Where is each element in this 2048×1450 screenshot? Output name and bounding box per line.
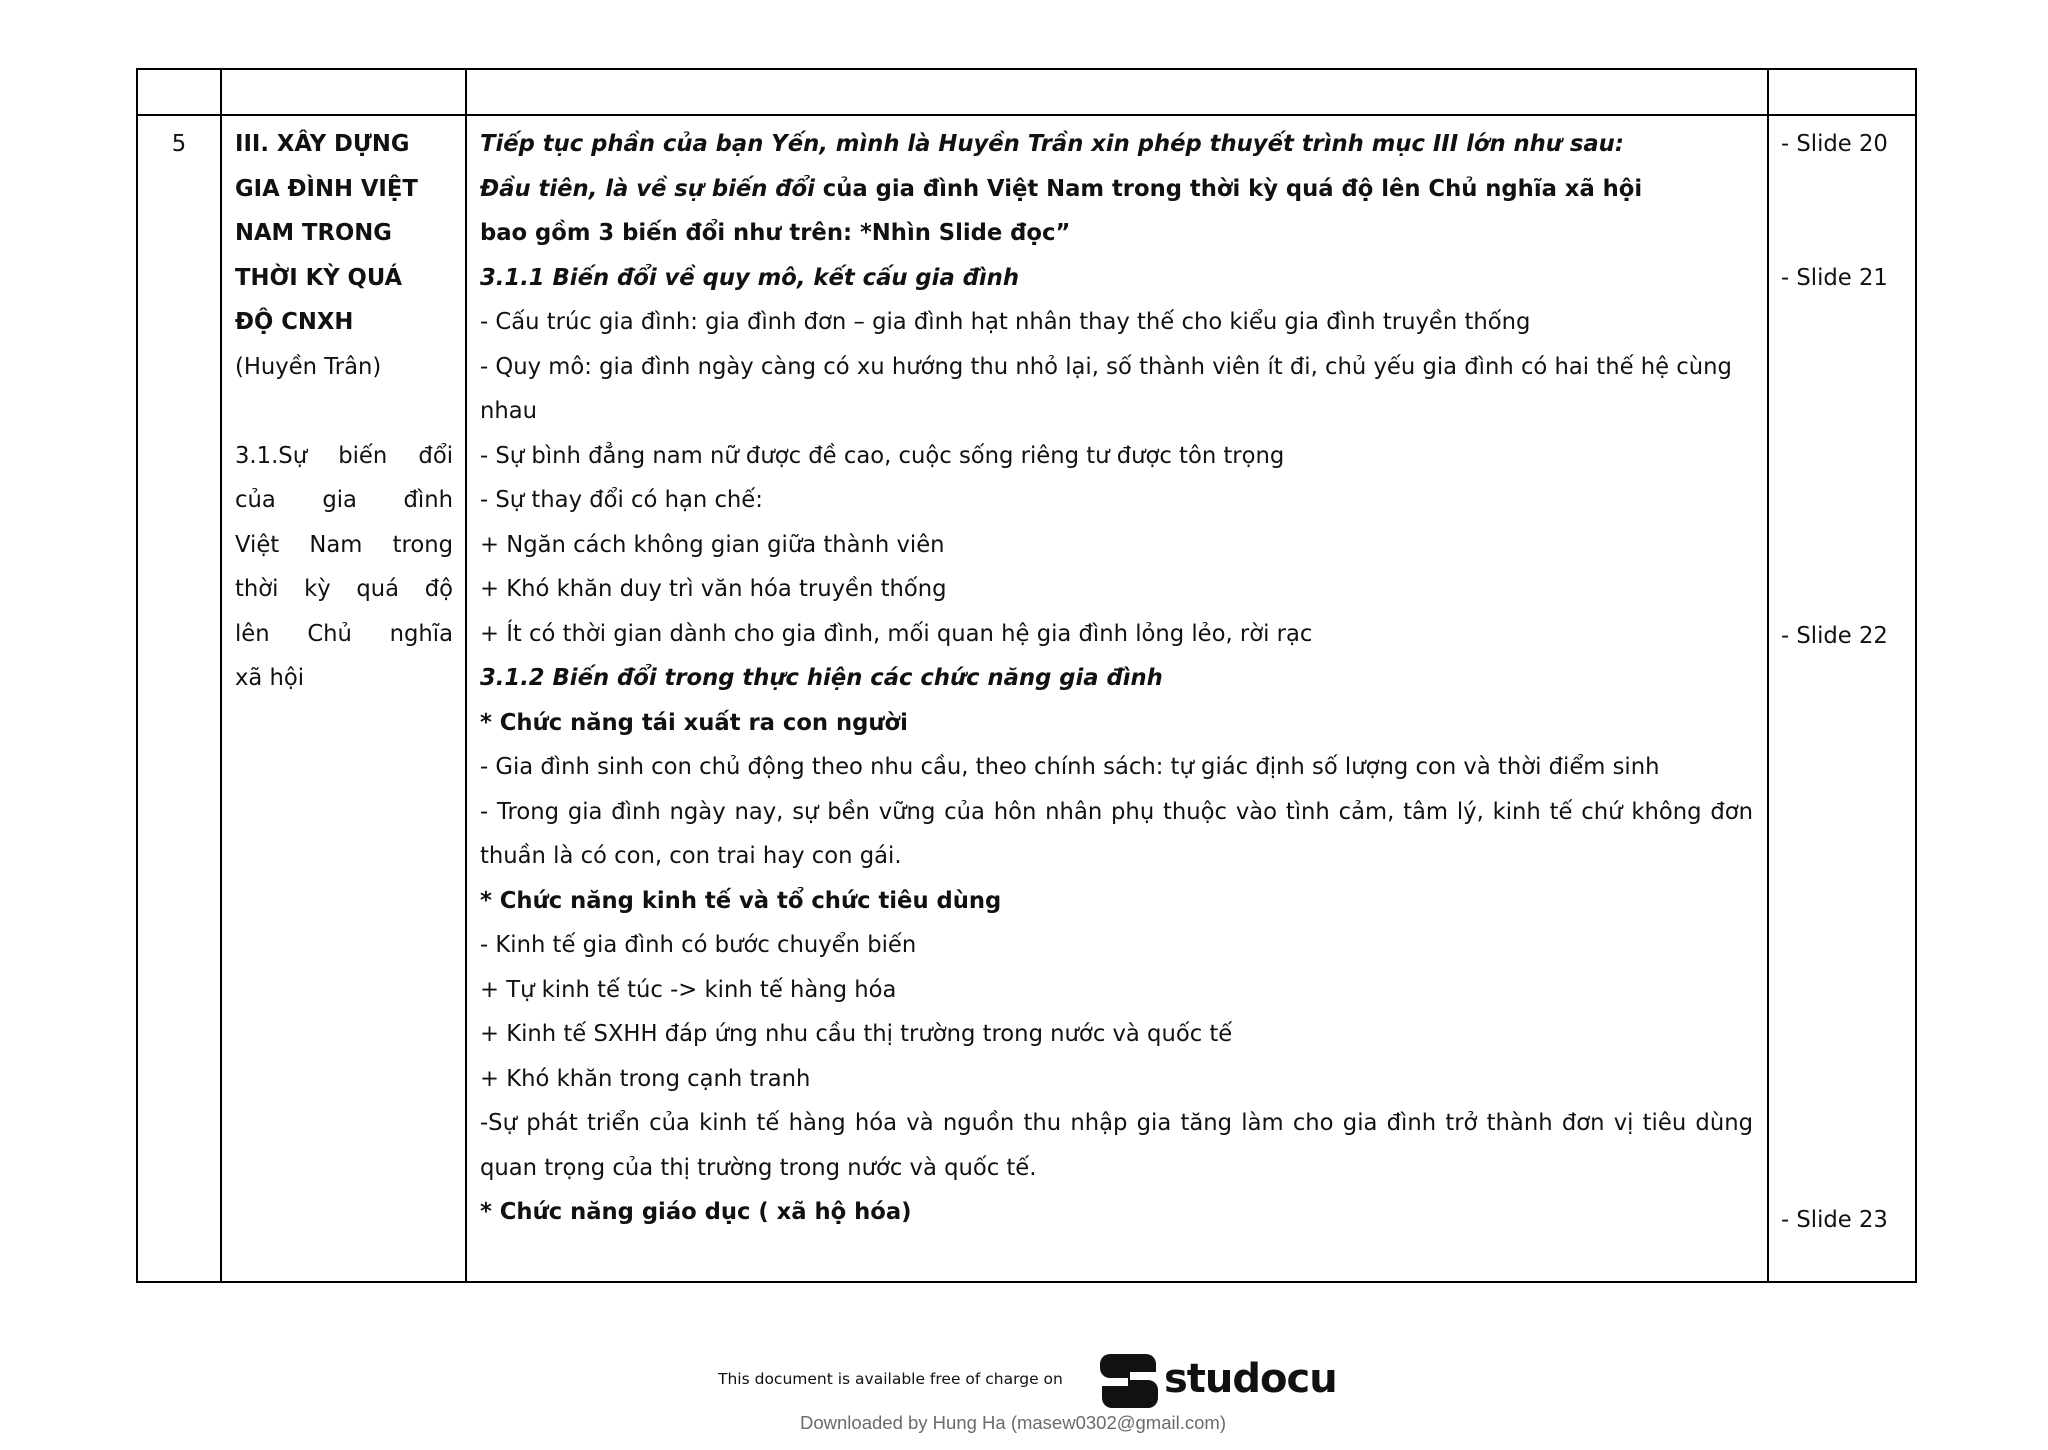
content-line: - Quy mô: gia đình ngày càng có xu hướng thu nhỏ lại, số thành viên ít đi, chủ yếu gia đình có hai thế hệ cùng nhau xyxy=(480,353,1732,424)
download-note: Downloaded by Hung Ha (masew0302@gmail.com) xyxy=(800,1412,1226,1433)
function-heading: * Chức năng giáo dục ( xã hộ hóa) xyxy=(480,1199,912,1225)
row-number: 5 xyxy=(171,131,187,157)
content-line: + Ngăn cách không gian giữa thành viên xyxy=(480,531,945,558)
first-point-line xyxy=(480,167,1753,212)
footer-available-text: This document is available free of charge on xyxy=(718,1370,1063,1388)
content-line: - Kinh tế gia đình có bước chuyển biến xyxy=(480,932,917,958)
first-point-rest: của gia đình Việt Nam trong thời kỳ quá độ lên Chủ nghĩa xã hội xyxy=(814,175,1643,202)
function-heading: * Chức năng kinh tế và tổ chức tiêu dùng xyxy=(480,887,1002,914)
section-title-line: NAM TRONG xyxy=(235,220,392,246)
table-row xyxy=(137,115,1916,1282)
content-line: - Sự bình đẳng nam nữ được đề cao, cuộc sống riêng tư được tôn trọng xyxy=(480,442,1285,469)
slide-cell xyxy=(1768,115,1916,1282)
subsection-title-line: lên Chủ nghĩa xyxy=(235,620,453,647)
subsection-title-line: Việt Nam trong xyxy=(235,531,453,558)
content-line: + Khó khăn duy trì văn hóa truyền thống xyxy=(480,576,947,602)
section-title-line: THỜI KỲ QUÁ xyxy=(235,264,403,291)
header-cell-content xyxy=(466,69,1768,115)
table-header-row xyxy=(137,69,1916,115)
subsection-title-line: 3.1.Sự biến đổi xyxy=(235,442,453,469)
section-title-line: ĐỘ CNXH xyxy=(235,309,354,335)
slide-reference: - Slide 20 xyxy=(1781,131,1888,157)
intro-line: Tiếp tục phần của bạn Yến, mình là Huyền Trần xin phép thuyết trình mục III lớn như sau: xyxy=(480,131,1624,157)
content-line: -Sự phát triển của kinh tế hàng hóa và nguồn thu nhập gia tăng làm cho gia đình trở thành đơn vị tiêu dùng quan trọng của thị trường trong nước và quốc tế. xyxy=(480,1110,1753,1181)
heading-3-1-2: 3.1.2 Biến đổi trong thực hiện các chức năng gia đình xyxy=(480,665,1163,691)
presenter-name: (Huyền Trân) xyxy=(235,353,382,380)
slide-reference: - Slide 21 xyxy=(1781,265,1888,291)
function-heading: * Chức năng tái xuất ra con người xyxy=(480,709,908,736)
first-point-italic: Đầu tiên, là về sự biến đổi xyxy=(480,175,815,202)
section-title-cell xyxy=(221,115,466,1282)
row-number-cell xyxy=(137,115,221,1282)
slide-reference: - Slide 23 xyxy=(1781,1207,1888,1233)
content-line: - Sự thay đổi có hạn chế: xyxy=(480,487,763,513)
content-line: + Khó khăn trong cạnh tranh xyxy=(480,1065,811,1092)
content-line: - Gia đình sinh con chủ động theo nhu cầu, theo chính sách: tự giác định số lượng con và thời điểm sinh xyxy=(480,754,1660,780)
content-line: + Ít có thời gian dành cho gia đình, mối quan hệ gia đình lỏng lẻo, rời rạc xyxy=(480,620,1313,647)
section-title-line: III. XÂY DỰNG xyxy=(235,131,410,157)
content-cell xyxy=(466,115,1768,1282)
header-cell-number xyxy=(137,69,221,115)
studocu-logo-icon xyxy=(1100,1350,1158,1408)
header-cell-slide xyxy=(1768,69,1916,115)
content-line: - Trong gia đình ngày nay, sự bền vững của hôn nhân phụ thuộc vào tình cảm, tâm lý, kinh tế chứ không đơn thuần là có con, con trai hay con gái. xyxy=(480,798,1753,869)
content-line: + Kinh tế SXHH đáp ứng nhu cầu thị trường trong nước và quốc tế xyxy=(480,1021,1233,1047)
first-point-line-2: bao gồm 3 biến đổi như trên: *Nhìn Slide đọc” xyxy=(480,220,1071,246)
heading-3-1-1: 3.1.1 Biến đổi về quy mô, kết cấu gia đình xyxy=(480,264,1019,291)
content-line: - Cấu trúc gia đình: gia đình đơn – gia đình hạt nhân thay thế cho kiểu gia đình truyền thống xyxy=(480,309,1531,335)
subsection-title-line: thời kỳ quá độ xyxy=(235,576,453,602)
content-line: + Tự kinh tế túc -> kinh tế hàng hóa xyxy=(480,976,897,1003)
studocu-brand[interactable] xyxy=(1100,1350,1337,1408)
studocu-wordmark: studocu xyxy=(1164,1356,1337,1402)
section-title-line: GIA ĐÌNH VIỆT xyxy=(235,175,418,202)
header-cell-title xyxy=(221,69,466,115)
subsection-title-line: của gia đình xyxy=(235,487,453,513)
lesson-plan-table xyxy=(136,68,1917,1283)
slide-reference: - Slide 22 xyxy=(1781,623,1888,649)
subsection-title-line: xã hội xyxy=(235,665,305,691)
